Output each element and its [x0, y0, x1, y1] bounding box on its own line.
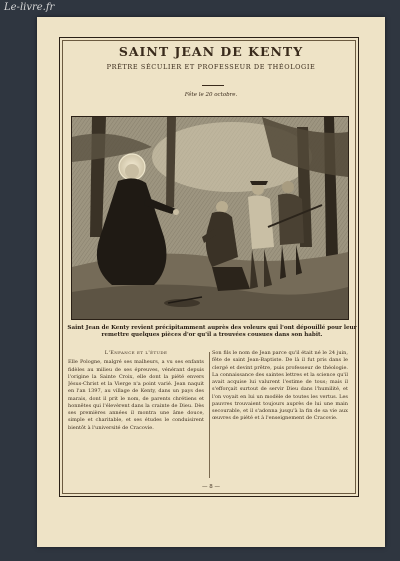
text-column-left	[68, 350, 204, 480]
column-divider	[209, 352, 210, 478]
page-subtitle: PRÊTRE SÉCULIER ET PROFESSEUR DE THÉOLOGIE	[106, 63, 316, 71]
site-watermark: Le-livre.fr	[4, 2, 55, 13]
text-column-right	[212, 350, 348, 480]
page-title: SAINT JEAN DE KENTY	[118, 44, 304, 59]
section-heading: L'Enfance et l'étude	[104, 350, 168, 356]
engraving-illustration	[71, 116, 349, 320]
illustration-caption: Saint Jean de Kenty revient précipitamment auprès des voleurs qui l'ont dépouillé pour leur remettre quelques pièces d'or qu'il a trouvées cousues dans son habit.	[67, 325, 357, 339]
page-sheet	[37, 17, 385, 547]
right-column-text: Son fils le nom de Jean parce qu'il était né le 24 juin, fête de saint Jean-Baptiste. De là il fut pris dans le clergé et devint prêtre, puis professeur de théologie. La connaissance des saintes lettres et la science qu'il avait acquise lui valurent l'estime de tous; mais il s'efforçait surtout de servir Dieu dans l'humilité, et l'on voyait en lui un modèle de toutes les vertus. Les pauvres trouvaient toujours auprès de lui une main secourable, et il s'adonna jusqu'à la fin de sa vie aux œuvres de piété et à l'enseignement de Cracovie.	[212, 350, 348, 422]
page-number: — 8 —	[202, 484, 220, 490]
left-column-text: Elle Pologne, malgré ses malheurs, a vu ses enfants fidèles au milieu de ses épreuves, vénérant depuis l'origine la Sainte Croix, elle dont la piété envers Jésus-Christ et la Vierge n'a point varié. Jean naquit en l'an 1397, au village de Kenty, dans un pays des marais, dont il prit le nom, de parents chrétiens et honnêtes qui l'élevèrent dans la crainte de Dieu. Dès ses premières années il montra une âme douce, simple et charitable, et ses études le conduisirent bientôt à l'université de Cracovie.	[68, 359, 204, 431]
title-divider	[202, 85, 224, 86]
feast-date: Fête le 20 octobre.	[184, 92, 238, 98]
